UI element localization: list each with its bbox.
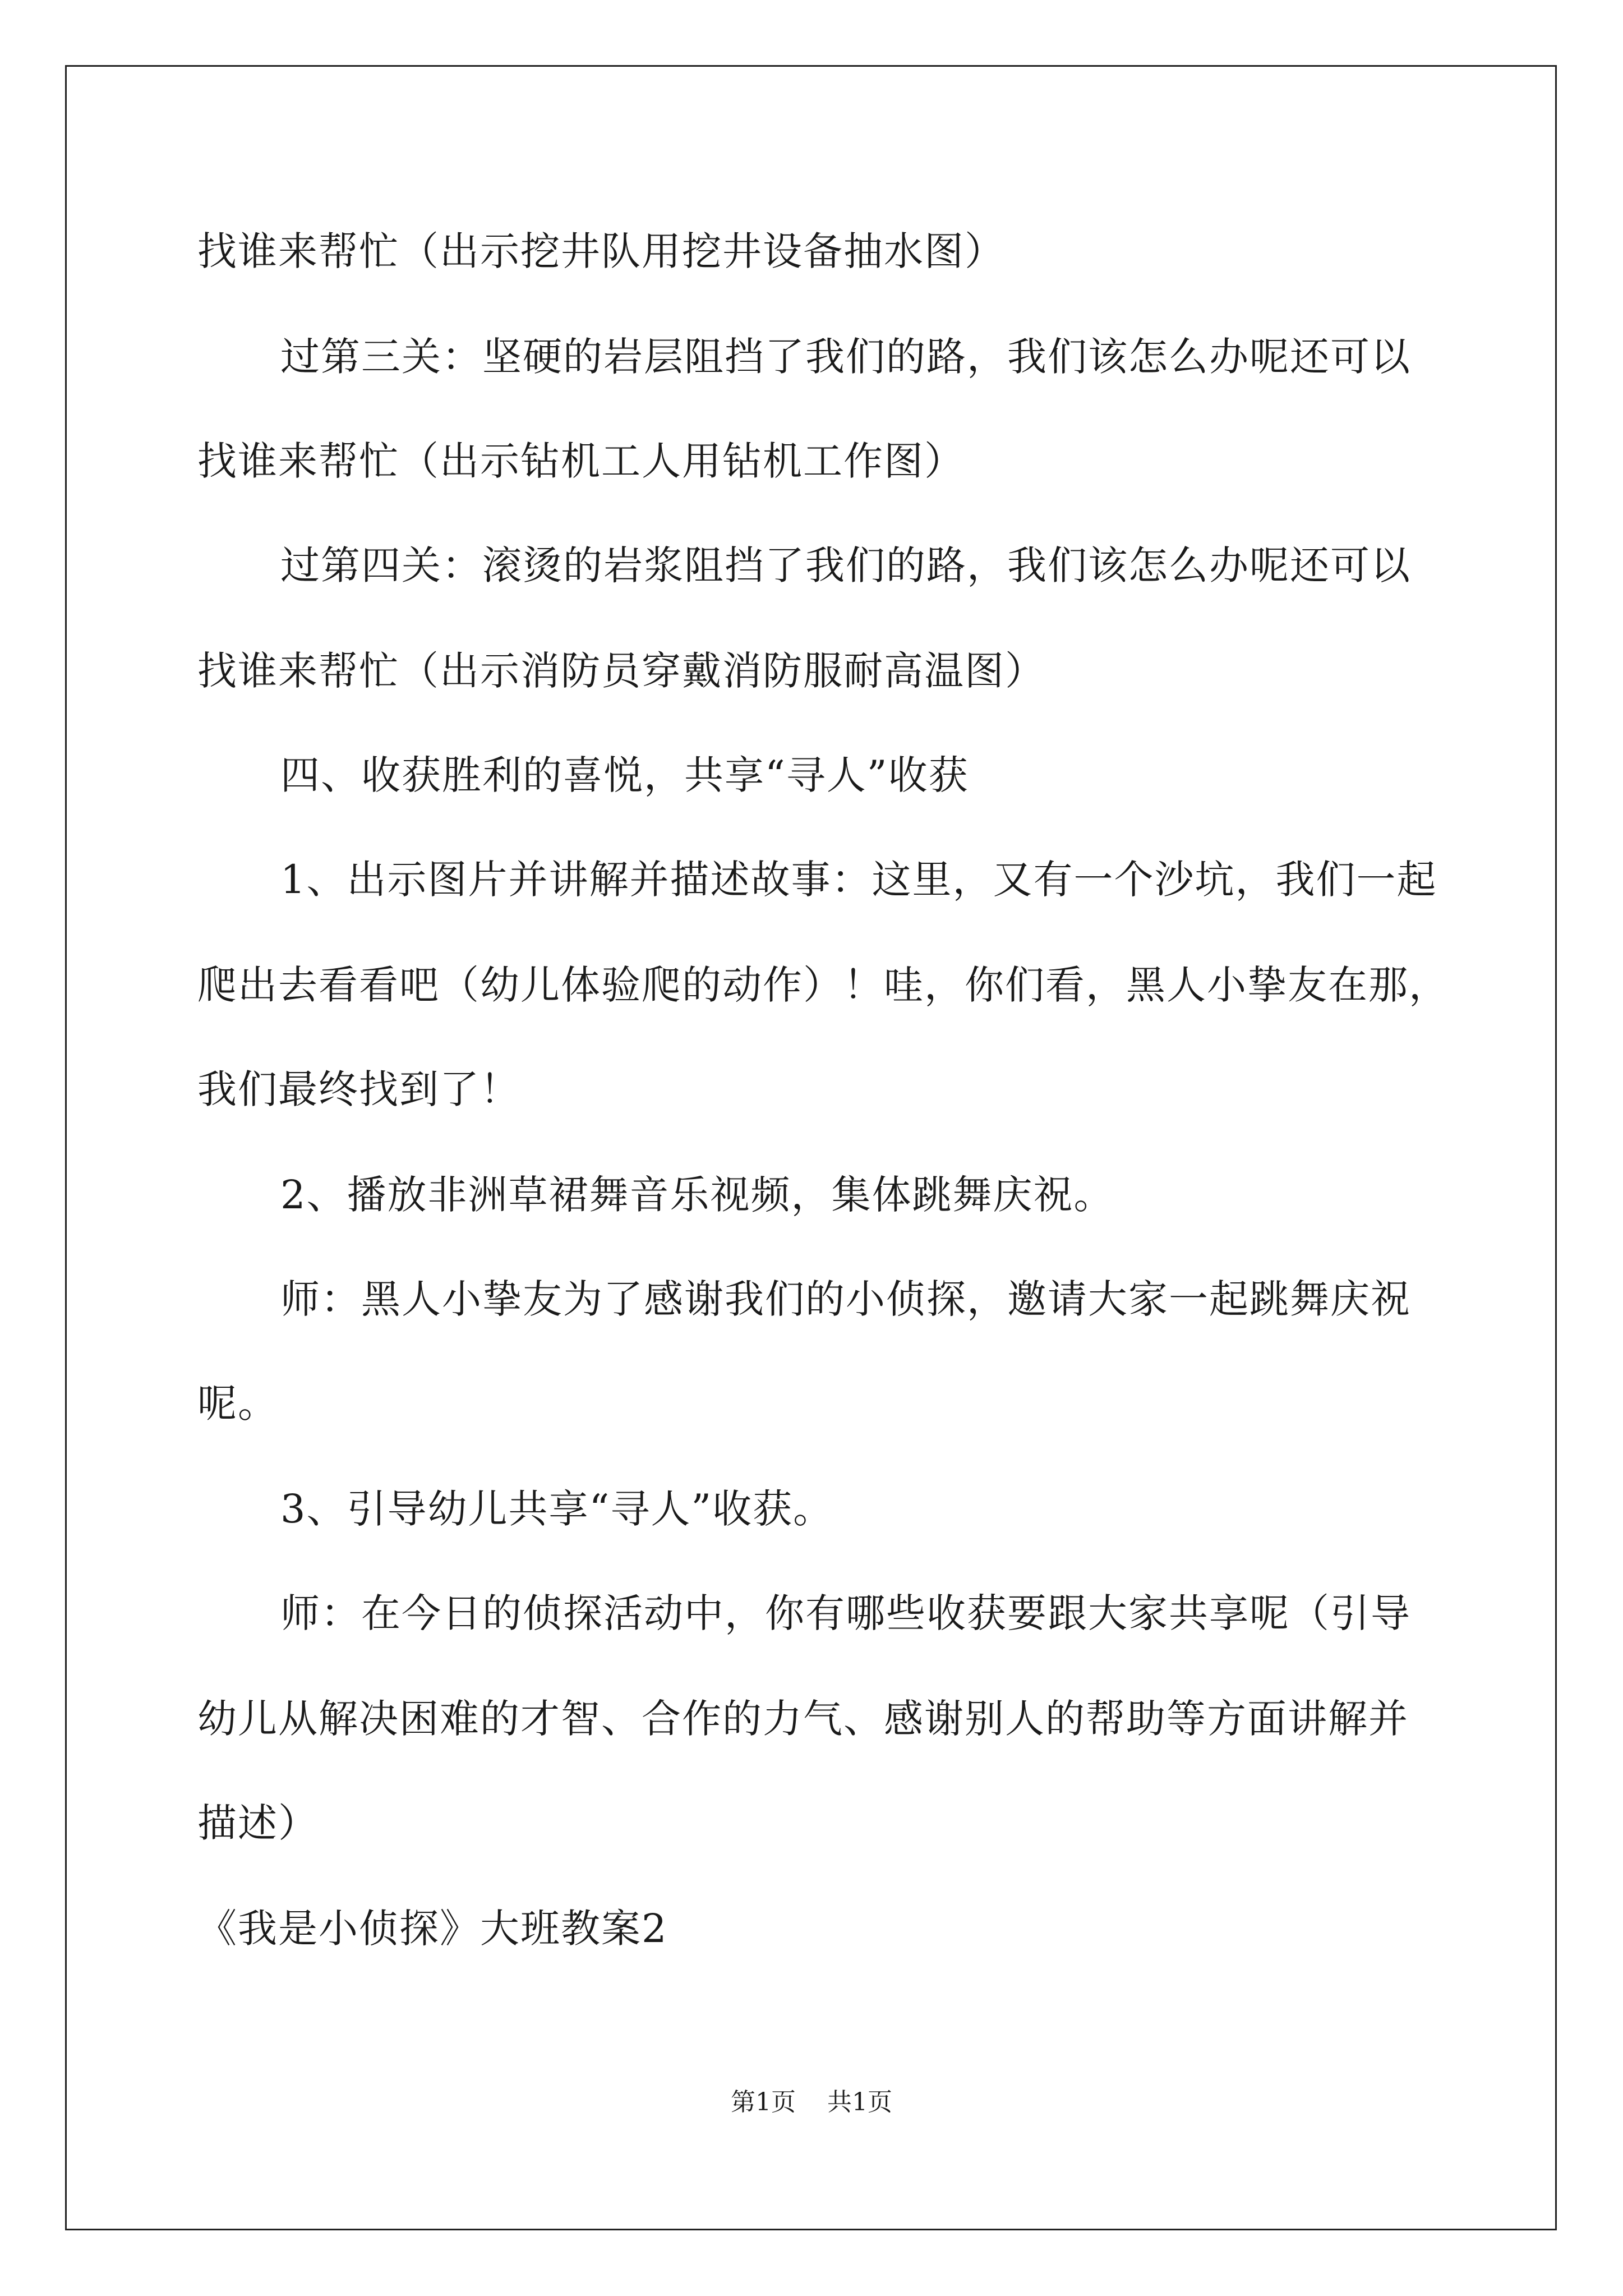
section-heading: 四、收获胜利的喜悦，共享“寻人”收获 [280, 752, 969, 798]
page-footer [0, 2086, 1623, 2119]
text-line: 1、出示图片并讲解并描述故事：这里，又有一个沙坑，我们一起 [280, 857, 1437, 903]
text-line: 2、播放非洲草裙舞音乐视频，集体跳舞庆祝。 [280, 1172, 1114, 1218]
text-line: 爬出去看看吧（幼儿体验爬的动作）！哇，你们看，黑人小挚友在那， [197, 962, 1449, 1008]
text-line: 呢。 [197, 1381, 278, 1427]
text-line: 找谁来帮忙（出示消防员穿戴消防服耐高温图） [197, 648, 1045, 694]
text-line: 3、引导幼儿共享“寻人”收获。 [280, 1486, 834, 1532]
text-line: 找谁来帮忙（出示挖井队用挖井设备抽水图） [197, 228, 1005, 274]
text-line: 找谁来帮忙（出示钻机工人用钻机工作图） [197, 438, 965, 484]
document-title: 《我是小侦探》大班教案2 [197, 1906, 668, 1952]
text-line: 过第三关：坚硬的岩层阻挡了我们的路，我们该怎么办呢还可以 [280, 334, 1411, 380]
text-line: 我们最终找到了！ [197, 1066, 520, 1112]
text-line: 幼儿从解决困难的才智、合作的力气、感谢别人的帮助等方面讲解并 [197, 1696, 1409, 1742]
text-line: 过第四关：滚烫的岩浆阻挡了我们的路，我们该怎么办呢还可以 [280, 542, 1411, 588]
page-number: 第1页 [731, 2088, 796, 2116]
text-line: 师：黑人小挚友为了感谢我们的小侦探，邀请大家一起跳舞庆祝 [280, 1276, 1411, 1322]
text-line: 描述） [197, 1800, 319, 1846]
page-total: 共1页 [827, 2088, 892, 2116]
text-line: 师：在今日的侦探活动中，你有哪些收获要跟大家共享呢（引导 [280, 1590, 1411, 1636]
